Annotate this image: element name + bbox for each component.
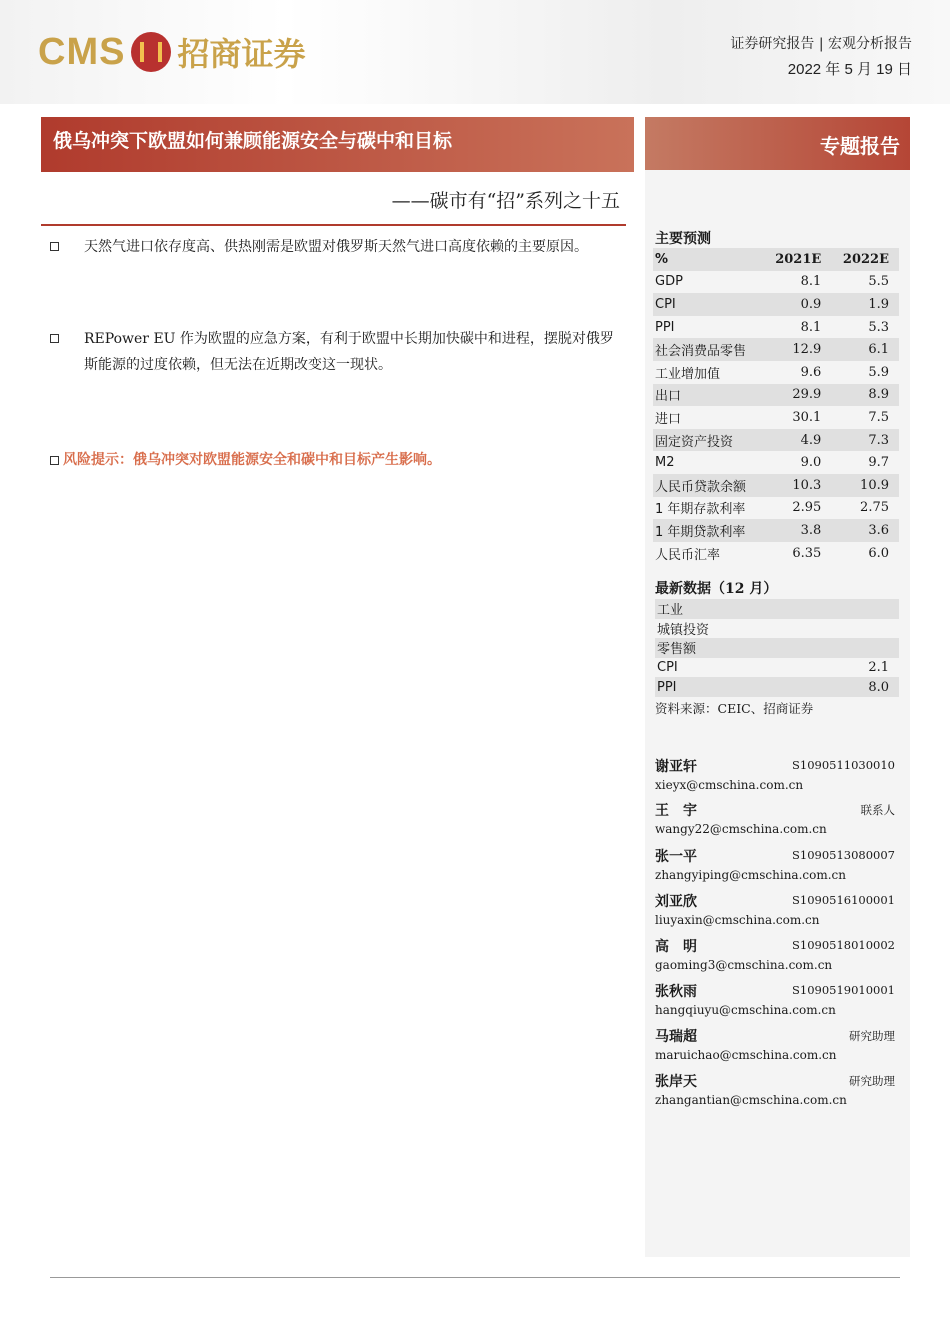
table-cell: 工业 <box>655 599 809 619</box>
analyst-name: 张秋雨 <box>655 984 697 1000</box>
table-row <box>653 338 899 361</box>
data-source: 资料来源：CEIC、招商证券 <box>655 701 814 716</box>
table-row <box>653 316 899 339</box>
footer-divider <box>50 1277 900 1278</box>
table-cell: 7.5 <box>868 409 889 425</box>
table-row <box>653 384 899 407</box>
risk-text: 风险提示：俄乌冲突对欧盟能源安全和碳中和目标产生影响。 <box>63 452 441 468</box>
risk-warning <box>50 449 441 469</box>
table-row <box>655 677 899 697</box>
analyst-email[interactable]: xieyx@cmschina.com.cn <box>655 778 804 792</box>
summary-bullet-2 <box>50 326 620 378</box>
logo-cms-text: CMS <box>38 30 126 73</box>
analyst-email[interactable]: liuyaxin@cmschina.com.cn <box>655 913 820 927</box>
analyst-id: 研究助理 <box>849 1074 895 1088</box>
table-cell: PPI <box>655 319 675 335</box>
analyst-id: 联系人 <box>860 803 895 817</box>
title-divider <box>41 224 626 226</box>
table-cell: 8.9 <box>831 384 899 407</box>
table-row <box>653 361 899 384</box>
table-cell: 城镇投资 <box>657 622 710 638</box>
table-cell: 29.9 <box>764 384 832 407</box>
table-cell: 6.1 <box>831 338 899 361</box>
table-cell: 30.1 <box>792 409 822 425</box>
analyst-email[interactable]: maruichao@cmschina.com.cn <box>655 1048 837 1062</box>
table-cell: 4.9 <box>764 429 832 452</box>
table-cell: 社会消费品零售 <box>653 338 764 361</box>
table-row <box>655 619 899 639</box>
table-row <box>653 293 899 316</box>
page-header <box>0 0 950 104</box>
table-cell: 9.0 <box>800 455 822 471</box>
table-cell: CPI <box>653 293 764 316</box>
table-cell: 6.35 <box>792 545 822 561</box>
analyst-id: S1090519010001 <box>792 983 895 997</box>
table-cell: 1 年期存款利率 <box>655 502 746 518</box>
table-cell: 固定资产投资 <box>653 429 764 452</box>
table-cell: 9.7 <box>868 455 889 471</box>
table-cell: 工业增加值 <box>655 366 721 382</box>
summary-text-1: 天然气进口依存度高、供热刚需是欧盟对俄罗斯天然气进口高度依赖的主要原因。 <box>84 239 588 255</box>
analyst-email[interactable]: zhangyiping@cmschina.com.cn <box>655 868 846 882</box>
analyst-id: 研究助理 <box>849 1029 895 1043</box>
report-title: 俄乌冲突下欧盟如何兼顾能源安全与碳中和目标 <box>53 130 453 152</box>
table-cell: 1 年期贷款利率 <box>653 519 764 542</box>
table-cell: 8.1 <box>800 274 822 290</box>
table-row <box>653 406 899 429</box>
forecast-title: 主要预测 <box>655 231 711 247</box>
table-cell: 6.0 <box>868 545 889 561</box>
table-cell: 出口 <box>653 384 764 407</box>
latest-data-table <box>655 599 899 697</box>
table-cell: 5.5 <box>868 274 889 290</box>
table-row <box>653 451 899 474</box>
table-cell: 零售额 <box>655 638 809 658</box>
table-row <box>655 658 899 678</box>
analyst-email[interactable]: hangqiuyu@cmschina.com.cn <box>655 1003 836 1017</box>
table-row <box>655 638 899 658</box>
table-cell: 8.1 <box>800 319 822 335</box>
table-header-cell: 2021E <box>764 248 832 271</box>
table-row <box>653 542 899 565</box>
table-cell: 2.1 <box>868 660 889 676</box>
title-bar <box>41 117 634 172</box>
analyst-id: S1090518010002 <box>792 938 895 952</box>
table-row <box>653 497 899 520</box>
summary-text-2: REPower EU 作为欧盟的应急方案，有利于欧盟中长期加快碳中和进程，摆脱对俄罗斯能源的过度依赖，但无法在近期改变这一现状。 <box>84 331 614 373</box>
analyst-id: S1090513080007 <box>792 848 895 862</box>
analyst-name: 谢亚轩 <box>655 759 697 775</box>
logo-cn-text: 招商证券 <box>177 35 306 73</box>
report-subtitle: ——碳市有“招”系列之十五 <box>391 190 620 212</box>
table-cell: 5.3 <box>868 319 889 335</box>
table-cell: GDP <box>655 274 683 290</box>
table-row <box>655 599 899 619</box>
sidebar-banner <box>645 117 910 170</box>
analyst-name: 高 明 <box>655 939 697 955</box>
table-cell: 2.75 <box>860 500 889 516</box>
table-row <box>653 271 899 294</box>
table-cell: 1.9 <box>831 293 899 316</box>
report-date: 2022 年 5 月 19 日 <box>787 61 912 78</box>
table-cell: 12.9 <box>764 338 832 361</box>
latest-data-title: 最新数据（12 月） <box>655 581 778 597</box>
forecast-table <box>653 248 899 564</box>
table-header-cell: 2022E <box>831 248 899 271</box>
table-row <box>653 429 899 452</box>
table-cell <box>809 619 899 639</box>
table-cell: 2.95 <box>792 500 822 516</box>
table-cell: 8.0 <box>809 677 899 697</box>
analyst-name: 马瑞超 <box>655 1029 697 1045</box>
report-category: 专题报告 <box>820 134 900 158</box>
table-row <box>653 519 899 542</box>
analyst-name: 张岸天 <box>655 1074 697 1090</box>
analyst-name: 张一平 <box>655 849 697 865</box>
summary-bullet-1 <box>50 234 620 260</box>
report-type: 证券研究报告 | 宏观分析报告 <box>730 36 912 52</box>
table-cell: 0.9 <box>764 293 832 316</box>
table-cell: PPI <box>655 677 809 697</box>
checkbox-bullet-icon <box>50 456 59 465</box>
company-logo <box>38 28 305 76</box>
analyst-email[interactable]: wangy22@cmschina.com.cn <box>655 822 827 836</box>
table-header-cell: % <box>653 248 764 271</box>
table-cell: CPI <box>657 660 678 676</box>
table-cell: 人民币汇率 <box>655 547 721 563</box>
table-cell: 人民币贷款余额 <box>653 474 764 497</box>
analyst-email[interactable]: zhangantian@cmschina.com.cn <box>655 1093 847 1107</box>
table-cell: 3.6 <box>831 519 899 542</box>
table-row <box>653 474 899 497</box>
table-cell: 10.9 <box>831 474 899 497</box>
analyst-name: 刘亚欣 <box>655 894 697 910</box>
table-cell: M2 <box>655 455 675 471</box>
analyst-email[interactable]: gaoming3@cmschina.com.cn <box>655 958 833 972</box>
table-cell: 9.6 <box>800 364 822 380</box>
table-cell <box>809 599 899 619</box>
analyst-name: 王 宇 <box>655 803 697 819</box>
table-cell: 进口 <box>655 411 682 427</box>
table-cell: 7.3 <box>831 429 899 452</box>
table-header-row <box>653 248 899 271</box>
table-cell: 10.3 <box>764 474 832 497</box>
table-cell <box>809 638 899 658</box>
checkbox-bullet-icon <box>50 334 59 343</box>
analyst-id: S1090516100001 <box>792 893 895 907</box>
table-cell: 3.8 <box>764 519 832 542</box>
analyst-id: S1090511030010 <box>792 758 895 772</box>
checkbox-bullet-icon <box>50 242 59 251</box>
table-cell: 5.9 <box>868 364 889 380</box>
logo-emblem-icon <box>131 32 171 72</box>
